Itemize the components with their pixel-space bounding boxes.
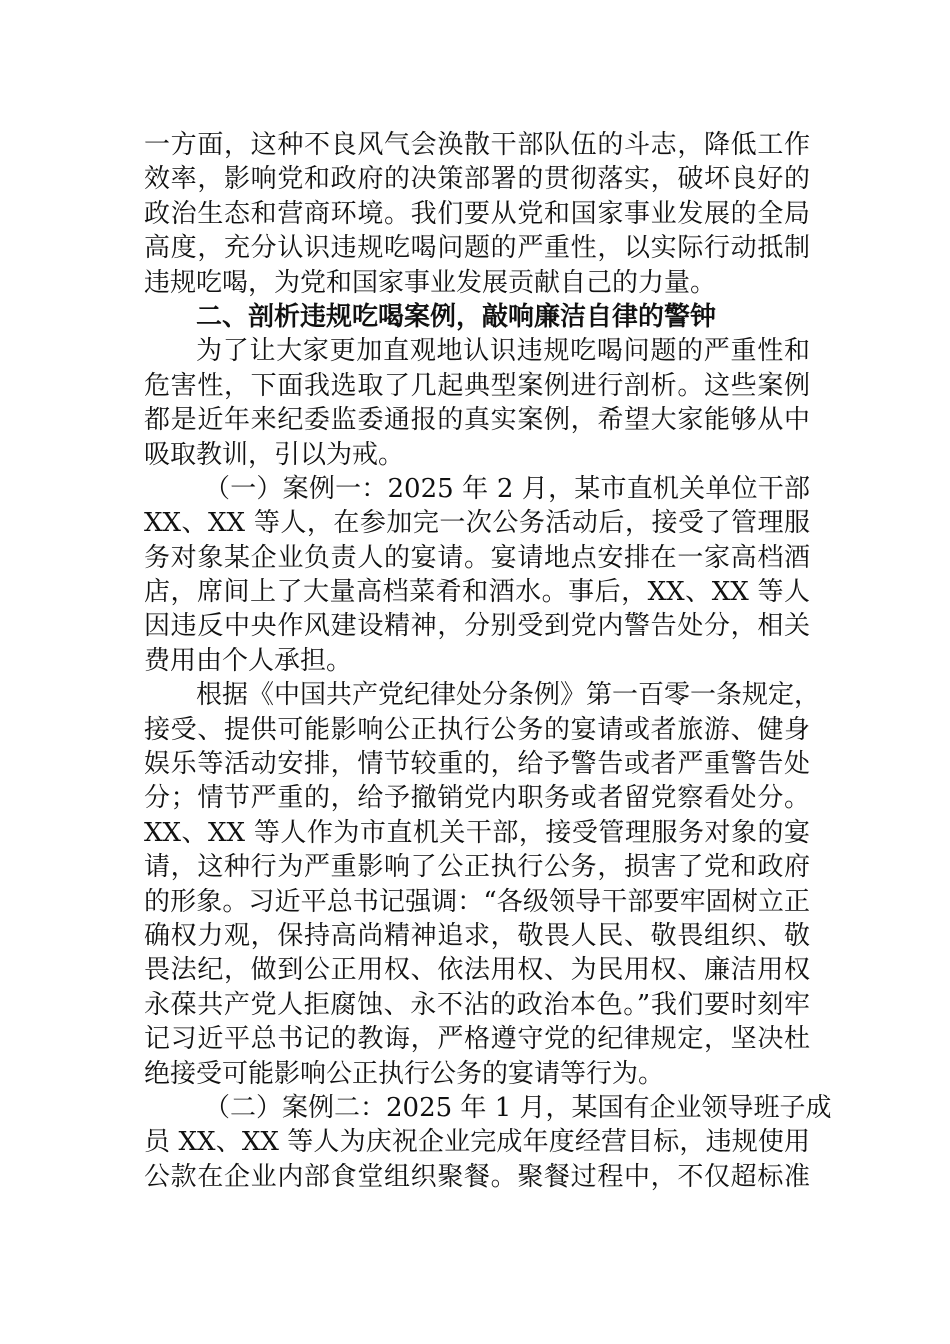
paragraph-line: 分；情节严重的，给予撤销党内职务或者留党察看处分。 bbox=[144, 783, 810, 814]
paragraph-line: 吸取教训，引以为戒。 bbox=[144, 439, 405, 470]
paragraph-line: 确权力观，保持高尚精神追求，敬畏人民、敬畏组织、敬 bbox=[144, 920, 810, 951]
paragraph-line: 的形象。习近平总书记强调：“各级领导干部要牢固树立正 bbox=[144, 886, 810, 917]
paragraph-line: 一方面，这种不良风气会涣散干部队伍的斗志，降低工作 bbox=[144, 130, 810, 160]
paragraph-line: 违规吃喝，为党和国家事业发展贡献自己的力量。 bbox=[144, 267, 717, 298]
paragraph-line: 为了让大家更加直观地认识违规吃喝问题的严重性和 bbox=[196, 336, 810, 367]
paragraph-line: 请，这种行为严重影响了公正执行公务，损害了党和政府 bbox=[144, 852, 810, 883]
paragraph-line: 永葆共产党人拒腐蚀、永不沾的政治本色。”我们要时刻牢 bbox=[144, 989, 810, 1020]
paragraph-line: 店，席间上了大量高档菜肴和酒水。事后，XX、XX 等人 bbox=[144, 577, 810, 608]
paragraph-line: 危害性，下面我选取了几起典型案例进行剖析。这些案例 bbox=[144, 370, 810, 401]
paragraph-line: 公款在企业内部食堂组织聚餐。聚餐过程中，不仅超标准 bbox=[144, 1161, 810, 1192]
case-heading-line: （二）案例二：2025 年 1 月，某国有企业领导班子成 bbox=[204, 1092, 832, 1123]
paragraph-line: XX、XX 等人，在参加完一次公务活动后，接受了管理服 bbox=[144, 508, 810, 539]
paragraph-line: 务对象某企业负责人的宴请。宴请地点安排在一家高档酒 bbox=[144, 542, 810, 573]
paragraph-line: 因违反中央作风建设精神，分别受到党内警告处分，相关 bbox=[144, 611, 810, 642]
paragraph-line: 政治生态和营商环境。我们要从党和国家事业发展的全局 bbox=[144, 198, 810, 229]
paragraph-line: 都是近年来纪委监委通报的真实案例，希望大家能够从中 bbox=[144, 405, 810, 436]
case-heading-line: （一）案例一：2025 年 2 月，某市直机关单位干部 bbox=[204, 473, 810, 504]
paragraph-line: XX、XX 等人作为市直机关干部，接受管理服务对象的宴 bbox=[144, 817, 810, 848]
paragraph-line: 员 XX、XX 等人为庆祝企业完成年度经营目标，违规使用 bbox=[144, 1127, 810, 1158]
document-body bbox=[144, 128, 832, 1194]
paragraph-line: 根据《中国共产党纪律处分条例》第一百零一条规定， bbox=[196, 680, 821, 711]
paragraph-line: 绝接受可能影响公正执行公务的宴请等行为。 bbox=[144, 1058, 665, 1089]
section-heading: 二、剖析违规吃喝案例，敲响廉洁自律的警钟 bbox=[196, 301, 717, 332]
paragraph-line: 记习近平总书记的教诲，严格遵守党的纪律规定，坚决杜 bbox=[144, 1024, 810, 1055]
paragraph-line: 畏法纪，做到公正用权、依法用权、为民用权、廉洁用权 bbox=[144, 955, 810, 986]
paragraph-line: 效率，影响党和政府的决策部署的贯彻落实，破坏良好的 bbox=[144, 164, 810, 195]
paragraph-line: 娱乐等活动安排，情节较重的，给予警告或者严重警告处 bbox=[144, 749, 810, 780]
paragraph-line: 高度，充分认识违规吃喝问题的严重性，以实际行动抵制 bbox=[144, 233, 810, 264]
paragraph-line: 费用由个人承担。 bbox=[144, 645, 353, 676]
paragraph-line: 接受、提供可能影响公正执行公务的宴请或者旅游、健身 bbox=[144, 714, 810, 745]
